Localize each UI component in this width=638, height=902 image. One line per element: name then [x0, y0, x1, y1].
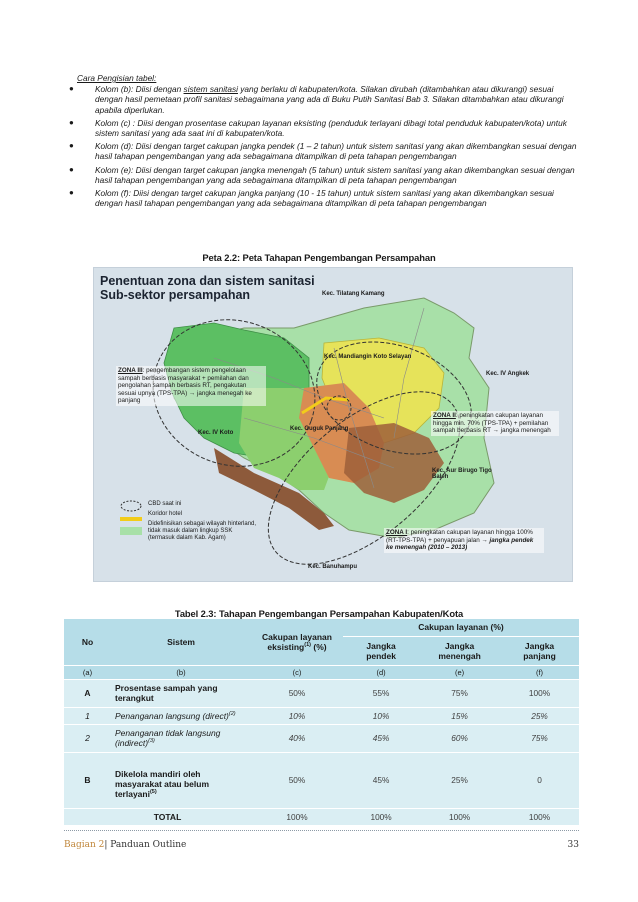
bullet-icon: ● [69, 164, 74, 174]
zone1-description: ZONA I: peningkatan cakupan layanan hingga 100% (RT-TPS-TPA) + penyapuan jalan → jangka pendek ke menengah (2010 – 2013) [384, 528, 544, 553]
filling-instructions [69, 73, 582, 211]
zone-map [93, 267, 573, 582]
table-row: A Prosentase sampah yang terangkut 50% 55% 75% 100% [64, 679, 579, 707]
label-tilatang: Kec. Tilatang Kamang [322, 291, 385, 297]
header-no: No [64, 619, 111, 665]
map-title: Penentuan zona dan sistem sanitasi Sub-sektor persampahan [100, 274, 315, 302]
bullet-icon: ● [69, 84, 74, 94]
instruction-item: ● Kolom (b): Diisi dengan sistem sanitasi yang berlaku di kabupaten/kota. Silakan dirubah (ditambahkan atau dikurangi) sesuai dengan hasil pemetaan profil sanitasi sebagaimana yang ada di Buku Putih Sanitasi Bab 3. Silakan ditambahkan atau dikurangi apabila diperlukan. [69, 84, 564, 115]
development-table [64, 619, 579, 826]
instructions-list [69, 84, 582, 209]
label-iv-angkek: Kec. IV Angkek [486, 371, 530, 377]
header-menengah: Jangka menengah [419, 636, 500, 665]
bullet-icon: ● [69, 117, 74, 127]
bullet-icon: ● [69, 141, 74, 151]
page-number: 33 [567, 840, 579, 850]
table-row: B Dikelola mandiri oleh masyarakat atau belum terlayani$^{(5)}$ 50% 45% 25% 0 [64, 752, 579, 808]
instructions-title: Cara Pengisian tabel: [77, 73, 157, 83]
column-label-row: (a) (b) (c) (d) (e) (f) [64, 665, 579, 679]
instruction-item: ● Kolom (d): Diisi dengan target cakupan jangka pendek (1 – 2 tahun) untuk sistem sanitasi yang akan dikembangkan sesuai dengan hasil tahapan pengembangan yang ada sebagaimana ditampilkan di peta tahapan pengembangan [69, 141, 577, 162]
zone2-description: ZONA II: peningkatan cakupan layanan hingga min. 70% (TPS-TPA) + pemilahan sampah berbasis RT → jangka menengah [431, 411, 559, 436]
label-banuhampu: Kec. Banuhampu [308, 564, 358, 570]
instruction-item: ● Kolom (e): Diisi dengan target cakupan jangka menengah (5 tahun) untuk sistem sanitasi yang akan dikembangkan sesuai dengan hasil tahapan pengembangan yang ada sebagaimana ditampilkan di peta tahapan pengembangan [69, 164, 575, 185]
header-pendek: Jangka pendek [343, 636, 419, 665]
label-guguk: Kec. Guguk Panjang [290, 426, 349, 432]
total-row: TOTAL 100% 100% 100% 100% [64, 808, 579, 825]
zone3-description: ZONA III: pengembangan sistem pengelolaan sampah berbasis masyarakat + pemilahan dan pengolahan sampah berbasis RT, pengakutan sesuai upnya (TPS-TPA) → jangka menegah ke panjang [116, 366, 266, 406]
legend-cbd: CBD saat ini [148, 501, 182, 507]
label-iv-koto: Kec. IV Koto [198, 430, 234, 436]
instruction-item: ● Kolom (f): Diisi dengan target cakupan jangka panjang (10 - 15 tahun) untuk sistem sanitasi yang akan dikembangkan sesuai dengan hasil tahapan pengembangan yang ada sebagaimana ditampilkan di peta tahapan pengembangan [69, 188, 554, 209]
table-row: 2 Penanganan tidak langsung (indirect)$^{(3)}$ 40% 45% 60% 75% [64, 724, 579, 752]
header-eksisting: Cakupan layanan eksisting$^{(1)}$ (%) [251, 619, 343, 665]
header-sistem: Sistem [111, 619, 251, 665]
map-caption: Peta 2.2: Peta Tahapan Pengembangan Persampahan [202, 252, 436, 263]
instruction-item: ● Kolom (c) : Diisi dengan prosentase cakupan layanan eksisting (penduduk terlayani dibagi total penduduk kabupaten/kota) untuk sistem sanitasi yang ada saat ini di kabupaten/kota. [69, 117, 567, 139]
header-cakupan: Cakupan layanan (%) [343, 619, 579, 636]
legend-hinterland: Didefinisikan sebagai wilayah hinterland, tidak masuk dalam lingkup SSK (termasuk dalam Kab. Agam) [148, 521, 257, 541]
header-panjang: Jangka panjang [500, 636, 579, 665]
map-legend [120, 501, 260, 545]
legend-hotel: Koridor hotel [148, 511, 183, 517]
table-caption: Tabel 2.3: Tahapan Pengembangan Persampahan Kabupaten/Kota [174, 608, 464, 619]
label-aur: Kec. Aur Birugo Tigo Baleh [432, 468, 492, 480]
table-row: 1 Penanganan langsung (direct)$^{(2)}$ 10% 10% 15% 25% [64, 707, 579, 724]
label-mandiangin: Kec. Mandiangin Koto Selayan [324, 354, 412, 360]
footer-section: Bagian 2| Panduan Outline [64, 840, 187, 850]
footer-divider [64, 830, 579, 831]
bullet-icon: ● [69, 188, 74, 198]
